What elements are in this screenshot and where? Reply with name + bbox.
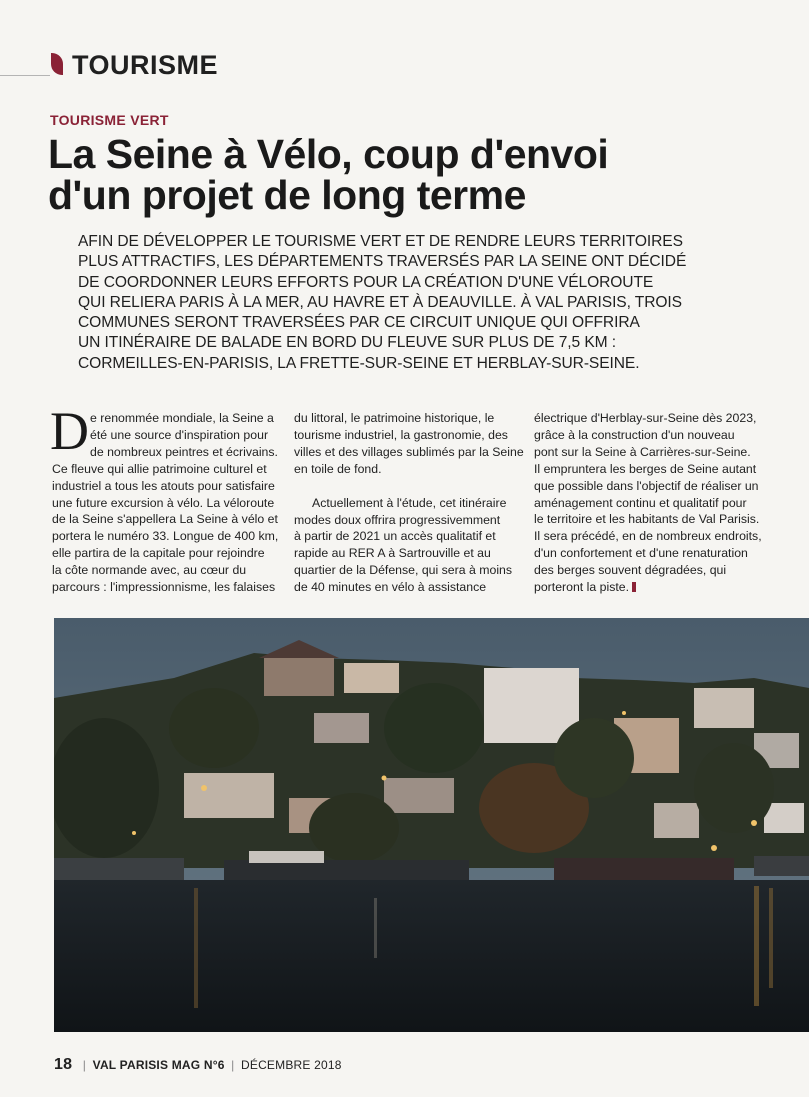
- body-line: électrique d'Herblay-sur-Seine dès 2023,: [534, 411, 757, 425]
- page-footer: [54, 1056, 342, 1074]
- body-line: à partir de 2021 un accès qualitatif et: [294, 529, 496, 544]
- body-line: Il empruntera les berges de Seine autant: [534, 461, 757, 476]
- body-line: en toile de fond.: [294, 461, 382, 476]
- body-line: parcours : l'impressionnisme, les falaises: [52, 580, 276, 595]
- article-photo: [54, 618, 809, 1032]
- body-line: aménagement continu et qualitatif pour: [534, 495, 747, 510]
- footer-separator: |: [231, 1058, 235, 1072]
- magazine-name: VAL PARISIS MAG N°6: [92, 1058, 225, 1072]
- body-column-1: [52, 410, 281, 596]
- body-line: e renommée mondiale, la Seine a: [90, 411, 274, 425]
- body-line: de 40 minutes en vélo à assistance: [294, 580, 487, 595]
- body-line: de la Seine s'appellera La Seine à vélo et: [52, 512, 278, 527]
- body-line: industriel a tous les atouts pour satisfaire: [52, 478, 275, 493]
- body-line: Ce fleuve qui allie patrimoine culturel et: [52, 461, 267, 476]
- body-line: une future excursion à vélo. La véloroute: [52, 495, 275, 510]
- article-kicker: TOURISME VERT: [50, 112, 169, 128]
- body-line: elle partira de la capitale pour rejoindre: [52, 546, 265, 561]
- body-line: de nombreux peintres et écrivains.: [90, 444, 278, 459]
- body-line: le territoire et les habitants de Val Parisis.: [534, 512, 760, 527]
- body-line: portera le numéro 33. Longue de 400 km,: [52, 529, 279, 544]
- body-line: la côte normande avec, au cœur du: [52, 563, 247, 578]
- paragraph-gap: [294, 478, 523, 495]
- body-column-3: [534, 410, 763, 596]
- body-line: pont sur la Seine à Carrières-sur-Seine.: [534, 444, 751, 459]
- headline-line: d'un projet de long terme: [48, 172, 526, 218]
- footer-separator: |: [82, 1058, 87, 1072]
- body-line: rapide au RER A à Sartrouville et au: [294, 546, 491, 561]
- section-title: TOURISME: [72, 50, 219, 80]
- section-leaf-icon: [51, 53, 63, 75]
- body-line: été une source d'inspiration pour: [90, 427, 269, 442]
- body-line: du littoral, le patrimoine historique, le: [294, 411, 495, 425]
- body-column-2: [294, 410, 523, 596]
- lead-line: AFIN DE DÉVELOPPER LE TOURISME VERT ET DE RENDRE LEURS TERRITOIRES: [78, 233, 683, 250]
- section-rule: [0, 75, 50, 76]
- drop-cap: D: [50, 401, 89, 461]
- lead-line: UN ITINÉRAIRE DE BALADE EN BORD DU FLEUVE SUR PLUS DE 7,5 KM :: [78, 334, 616, 352]
- end-of-article-mark: [632, 582, 636, 592]
- body-line: d'un confortement et d'une renaturation: [534, 546, 748, 561]
- seine-riverbank-photo: [54, 618, 809, 1032]
- issue-date: DÉCEMBRE 2018: [241, 1058, 342, 1072]
- article-lead: [78, 232, 718, 374]
- lead-line: CORMEILLES-EN-PARISIS, LA FRETTE-SUR-SEINE ET HERBLAY-SUR-SEINE.: [78, 354, 640, 372]
- body-line: tourisme industriel, la gastronomie, des: [294, 427, 508, 442]
- body-line: modes doux offrira progressivemment: [294, 512, 501, 527]
- body-line: des berges souvent dégradées, qui: [534, 563, 727, 578]
- body-line: Actuellement à l'étude, cet itinéraire: [312, 495, 507, 510]
- page-number: 18: [54, 1056, 73, 1073]
- body-line: grâce à la construction d'un nouveau: [534, 427, 735, 442]
- lead-line: PLUS ATTRACTIFS, LES DÉPARTEMENTS TRAVERSÉS PAR LA SEINE ONT DÉCIDÉ: [78, 253, 687, 271]
- body-line-last: [534, 579, 763, 596]
- body-line: porteront la piste.: [534, 580, 630, 595]
- body-line: que possible dans l'objectif de réaliser un: [534, 478, 759, 493]
- body-line: villes et des villages sublimés par la Seine: [294, 444, 524, 459]
- body-line: Il sera précédé, en de nombreux endroits,: [534, 529, 762, 544]
- lead-line: DE COORDONNER LEURS EFFORTS POUR LA CRÉATION D'UNE VÉLOROUTE: [78, 273, 654, 291]
- article-headline: [48, 131, 648, 218]
- lead-line: COMMUNES SERONT TRAVERSÉES PAR CE CIRCUIT UNIQUE QUI OFFRIRA: [78, 314, 640, 332]
- headline-line: La Seine à Vélo, coup d'envoi: [48, 131, 609, 177]
- body-line: quartier de la Défense, qui sera à moins: [294, 563, 513, 578]
- lead-line: QUI RELIERA PARIS À LA MER, AU HAVRE ET À DEAUVILLE. À VAL PARISIS, TROIS: [78, 293, 682, 311]
